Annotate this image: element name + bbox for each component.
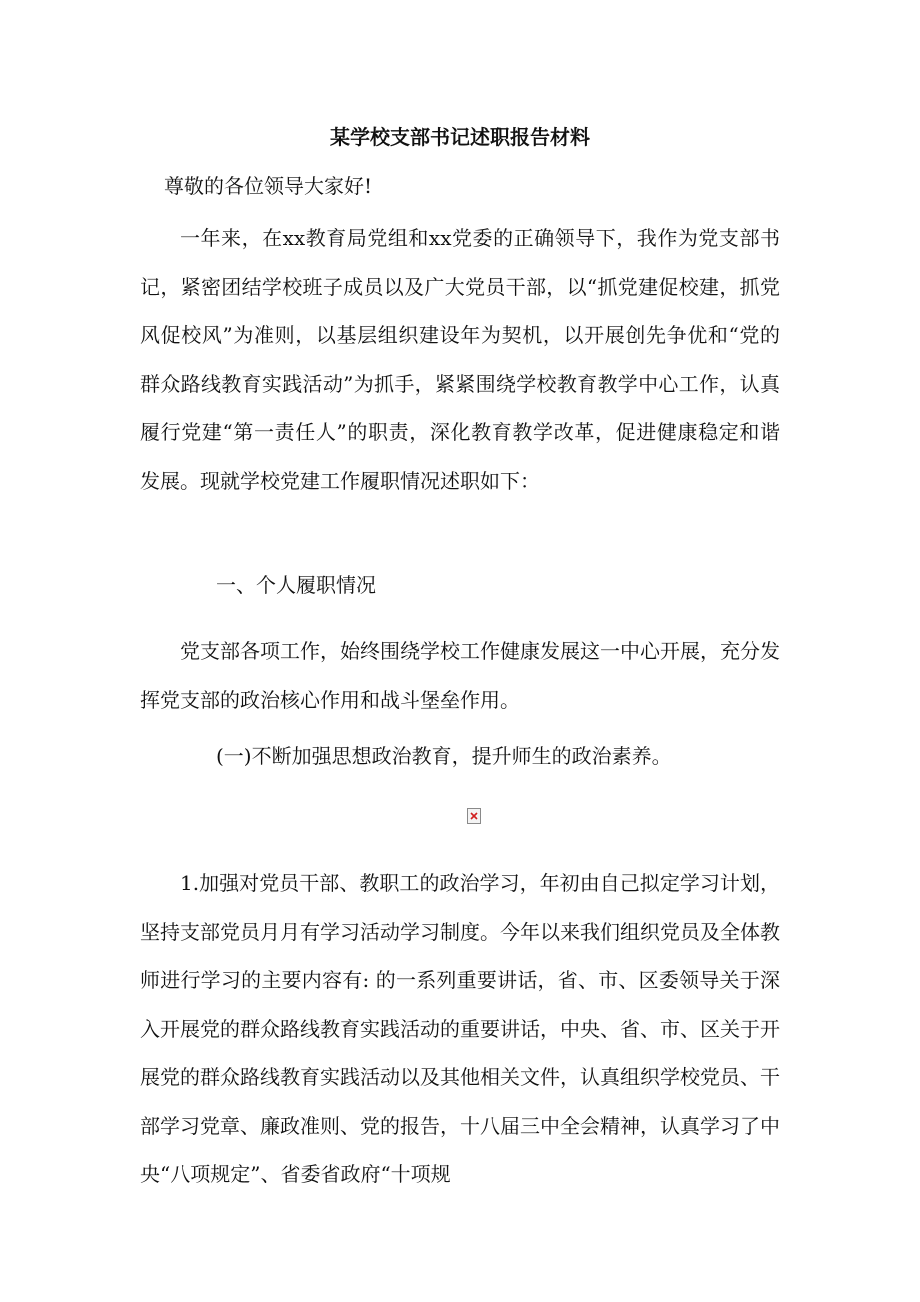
party-branch-paragraph: 党支部各项工作，始终围绕学校工作健康发展这一中心开展，充分发挥党支部的政治核心作用和战斗堡垒作用。 (140, 639, 780, 712)
document-title: 某学校支部书记述职报告材料 (330, 125, 590, 149)
section-heading-personal-duties: 一、个人履职情况 (216, 573, 376, 597)
subsection-heading-political-education: (一)不断加强思想政治教育，提升师生的政治素养。 (216, 744, 672, 768)
broken-image-icon (467, 808, 481, 824)
greeting-line: 尊敬的各位领导大家好! (164, 174, 373, 198)
intro-paragraph: 一年来，在xx教育局党组和xx党委的正确领导下，我作为党支部书记，紧密团结学校班子成员以及广大党员干部，以“抓党建促校建，抓党风促校风”为准则，以基层组织建设年为契机，以开展创先争优和“党的群众路线教育实践活动”为抓手，紧紧围绕学校教育教学中心工作，认真履行党建“第一责任人”的职责，深化教育教学改革，促进健康稳定和谐发展。现就学校党建工作履职情况述职如下： (140, 226, 780, 493)
study-item-paragraph: 1.加强对党员干部、教职工的政治学习，年初由自己拟定学习计划，坚持支部党员月月有学习活动学习制度。今年以来我们组织党员及全体教师进行学习的主要内容有: 的一系列重要讲话，省、市、区委领导关于深入开展党的群众路线教育实践活动的重要讲话，中央、省、市、区关于开展党的群众路线教育实践活动以及其他相关文件，认真组织学校党员、干部学习党章、廉政准则、党的报告，十八届三中全会精神，认真学习了中央“八项规定”、省委省政府“十项规 (140, 871, 780, 1186)
